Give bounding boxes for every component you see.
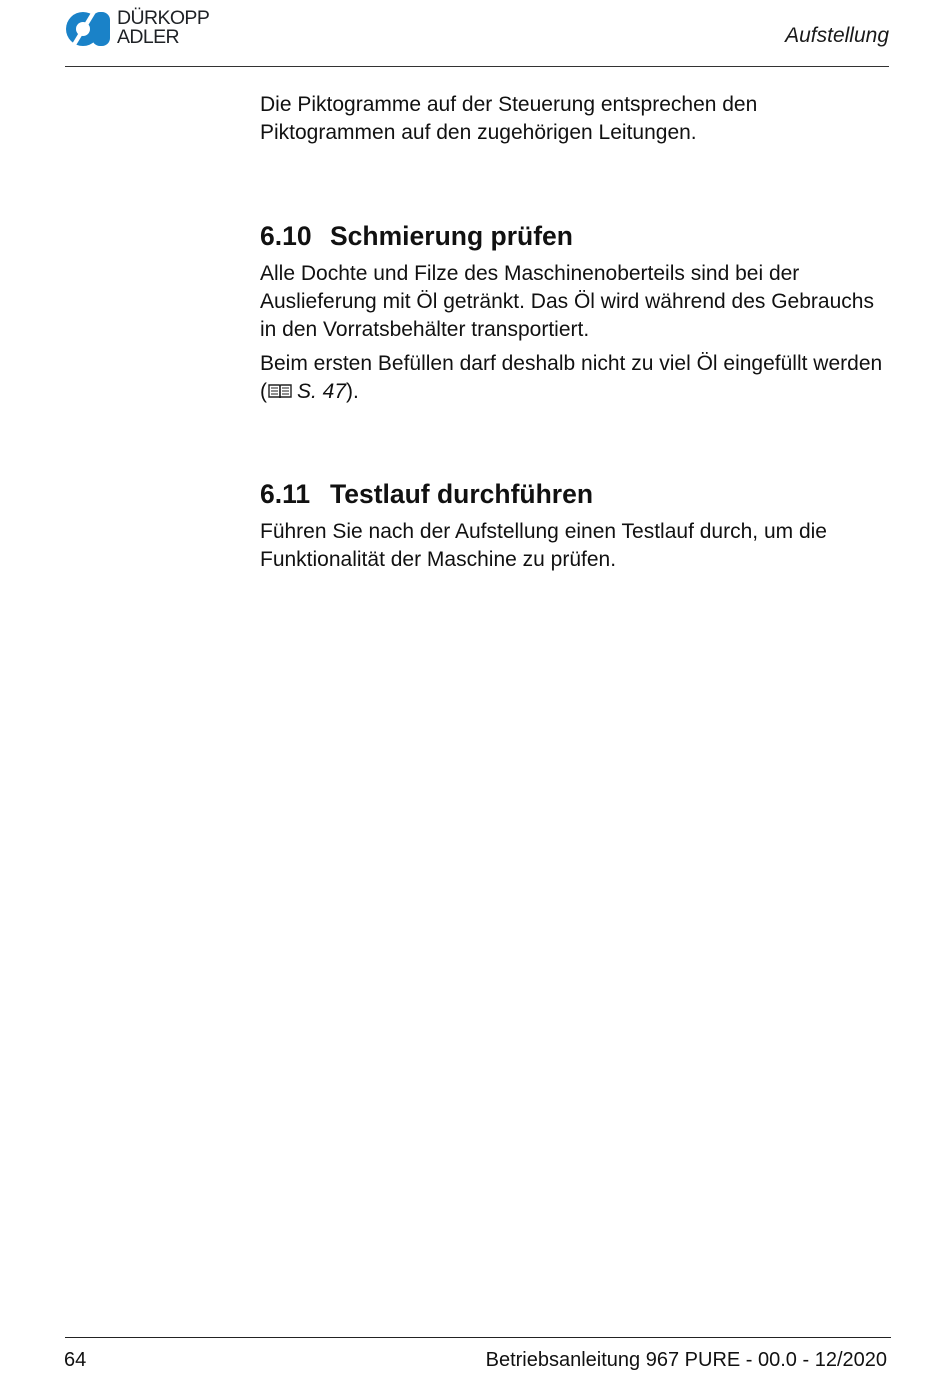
paragraph-text: Beim ersten Befüllen darf deshalb nicht zu viel Öl eingefüllt werden ( [260, 352, 883, 403]
testrun-paragraph: Führen Sie nach der Aufstellung einen Testlauf durch, um die Funktionalität der Maschine zu prüfen. [260, 520, 827, 571]
logo-line-2: ADLER [117, 25, 180, 48]
logo-wordmark [117, 9, 209, 46]
section-heading-6-10 [260, 220, 573, 252]
page-reference-link[interactable]: S. 47 [297, 380, 347, 403]
company-logo [64, 9, 234, 49]
section-number: 6.11 [260, 479, 311, 509]
footer-divider [65, 1337, 891, 1338]
section-number: 6.10 [260, 221, 312, 251]
section-heading-6-11 [260, 478, 593, 510]
logo-mark-icon [64, 10, 114, 48]
logo-line-1: DÜRKOPP [117, 7, 210, 29]
section-title: Testlauf durchführen [330, 479, 594, 509]
paragraph-end: ). [346, 380, 359, 403]
header-divider [65, 66, 889, 67]
book-icon [267, 382, 293, 400]
lubrication-paragraph-2 [260, 350, 890, 406]
footer-page-number: 64 [64, 1349, 87, 1371]
intro-paragraph: Die Piktogramme auf der Steuerung entsprechen den Piktogrammen auf den zugehörigen Leitungen. [260, 93, 758, 144]
header-section-title: Aufstellung [785, 24, 889, 47]
lubrication-paragraph-1: Alle Dochte und Filze des Maschinenoberteils sind bei der Auslieferung mit Öl getränkt. Das Öl wird während des Gebrauchs in den Vorratsbehälter transportiert. [260, 262, 874, 341]
footer-document-title: Betriebsanleitung 967 PURE - 00.0 - 12/2020 [485, 1349, 887, 1371]
section-title: Schmierung prüfen [330, 221, 573, 251]
